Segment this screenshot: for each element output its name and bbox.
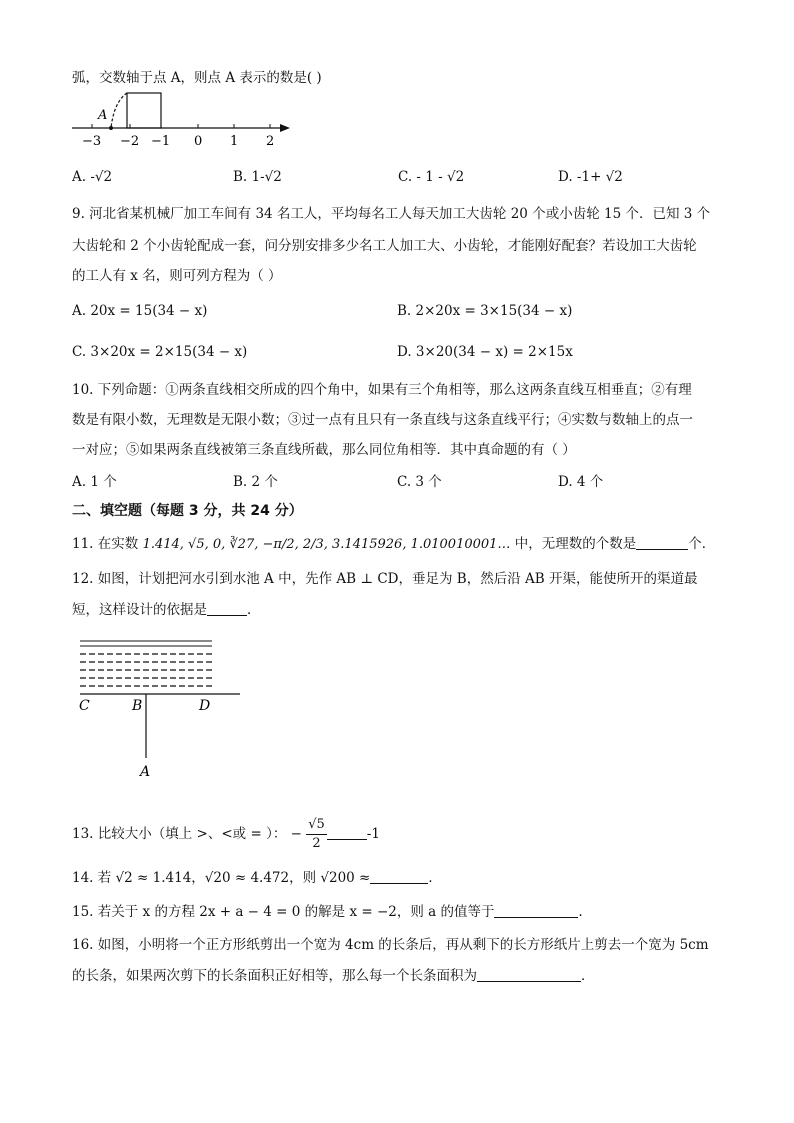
q13-minus: − [290,826,302,842]
point-b-label: B [132,698,143,714]
q13-answer-blank[interactable] [327,825,367,840]
q12-line-1: 12. 如图，计划把河水引到水池 A 中，先作 AB ⊥ CD，垂足为 B，然后沿 AB 开渠，能使所开的渠道最 [72,571,698,587]
q9-option-c[interactable]: C. 3×20x = 2×15(34 − x) [72,344,248,360]
q12-line-2-text: 短，这样设计的依据是 [72,602,207,618]
q16-line-1: 16. 如图，小明将一个正方形纸剪出一个宽为 4cm 的长条后，再从剩下的长方形纸片上剪去一个宽为 5cm [72,937,709,953]
q12-end: ． [247,602,261,618]
q10-option-d[interactable]: D. 4 个 [558,474,604,490]
q8-stem: 弧，交数轴于点 A，则点 A 表示的数是( ) [72,70,322,86]
q13-suffix: -1 [366,826,380,842]
q14-text: 14. 若 √2 ≈ 1.414，√20 ≈ 4.472，则 √200 ≈ [72,870,371,886]
q15-text: 15. 若关于 x 的方程 2x + a − 4 = 0 的解是 x = −2，则 a 的值等于 [72,904,495,920]
tick-label: 2 [266,134,275,149]
tick-label: −2 [120,134,140,149]
tick-label: −1 [151,134,171,149]
q14-line [72,868,442,888]
q9-line-3: 的工人有 x 名，则可列方程为（ ） [72,268,282,284]
tick-label: 1 [230,134,239,149]
q11-prefix: 11. 在实数 [72,536,139,552]
q16-line-2 [72,966,595,986]
point-a-label: A [140,764,151,780]
q12-river-figure [76,636,246,784]
q10-line-3: 一对应；⑤如果两条直线被第三条直线所截，那么同位角相等．其中真命题的有（ ） [72,442,576,458]
q11-line [72,534,715,555]
q16-answer-blank[interactable] [477,967,581,982]
q10-line-2: 数是有限小数，无理数是无限小数；③过一点有且只有一条直线与这条直线平行；④实数与数轴上的点一 [72,412,693,428]
q9-option-d[interactable]: D. 3×20(34 − x) = 2×15x [397,344,573,360]
q11-end: 个． [688,536,716,552]
q8-option-d[interactable]: D. -1+ √2 [558,169,623,185]
q9-option-b[interactable]: B. 2×20x = 3×15(34 − x) [397,303,573,319]
q11-suffix: 中，无理数的个数是 [514,536,637,552]
tick-label: 0 [194,134,203,149]
q12-answer-blank[interactable] [207,601,247,616]
q16-line-2-text: 的长条，如果两次剪下的长条面积正好相等，那么每一个长条面积为 [72,968,477,984]
q15-answer-blank[interactable] [494,903,578,918]
q9-line-1: 9. 河北省某机械厂加工车间有 34 名工人，平均每名工人每天加工大齿轮 20 个或小齿轮 15 个．已知 3 个 [72,206,711,222]
q15-end: ． [578,904,592,920]
q8-number-line-figure [68,88,298,150]
section-heading-fill-in: 二、填空题（每题 3 分，共 24 分） [72,503,303,519]
point-d-label: D [199,698,211,714]
q14-answer-blank[interactable] [370,869,428,884]
point-a-label: A [98,108,108,123]
q15-line [72,902,592,922]
point-c-label: C [79,698,90,714]
q9-line-2: 大齿轮和 2 个小齿轮配成一套，问分别安排多少名工人加工大、小齿轮，才能刚好配套？若设加工大齿轮 [72,238,697,254]
q13-line [72,816,380,853]
q12-line-2 [72,600,261,620]
q13-denominator: 2 [312,836,321,851]
q13-numerator: √5 [306,816,327,835]
q13-prefix: 13. 比较大小（填上 >、<或 = ）： [72,826,287,842]
q11-answer-blank[interactable] [636,535,688,550]
q8-option-b[interactable]: B. 1-√2 [233,169,282,185]
q16-end: ． [581,968,595,984]
q10-option-b[interactable]: B. 2 个 [233,474,278,490]
q8-option-c[interactable]: C. - 1 - √2 [398,169,465,185]
q11-numbers: 1.414, √5, 0, ∛27, −π/2, 2/3, 3.1415926, 1.010010001… [142,537,511,552]
q9-option-a[interactable]: A. 20x = 15(34 − x) [72,303,208,319]
q10-option-c[interactable]: C. 3 个 [397,474,442,490]
q10-line-1: 10. 下列命题：①两条直线相交所成的四个角中，如果有三个角相等，那么这两条直线互相垂直；②有理 [72,382,692,398]
tick-label: −3 [82,134,102,149]
q13-fraction [306,816,327,853]
q10-option-a[interactable]: A. 1 个 [72,474,117,490]
q14-end: ． [428,870,442,886]
q8-option-a[interactable]: A. -√2 [72,169,113,185]
